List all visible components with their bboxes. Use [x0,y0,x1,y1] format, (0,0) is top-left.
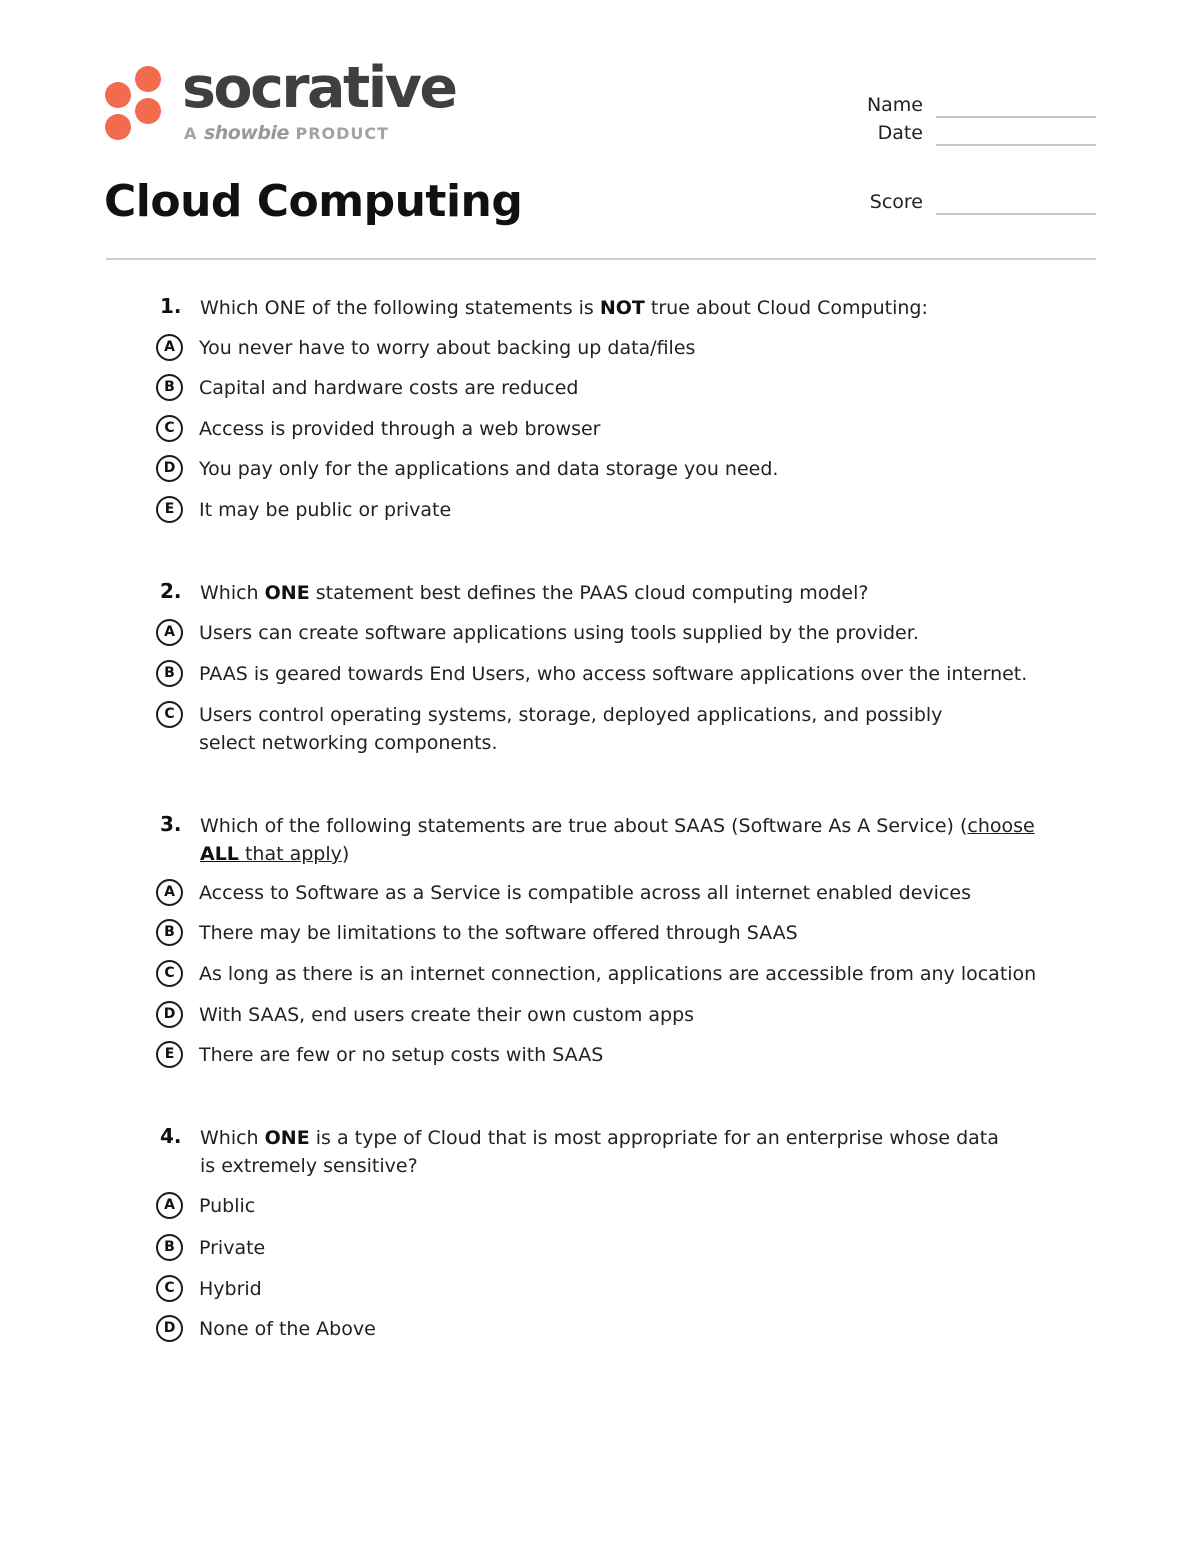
question-text [200,812,1070,868]
option-text: Private [199,1237,266,1259]
option-text: You pay only for the applications and data storage you need. [199,458,779,480]
q-text-post: true about Cloud Computing: [644,297,928,319]
answer-bubble[interactable]: B [156,1234,183,1261]
name-line[interactable] [936,116,1096,118]
option-text: There may be limitations to the software offered through SAAS [199,922,798,944]
logo-tagline [184,122,389,144]
q-text-bold: NOT [599,297,645,319]
option-text: Hybrid [199,1278,262,1300]
q3-option-c[interactable] [0,960,1200,990]
q-text-underline-2: that apply [238,843,342,865]
q3-option-e[interactable] [0,1041,1200,1071]
option-text: It may be public or private [199,499,452,521]
q-text-pre: Which [200,1127,265,1149]
q4-option-b[interactable] [0,1234,1200,1264]
q-text-underline-bold: ALL [200,843,239,865]
question-number: 2. [160,579,182,603]
answer-bubble[interactable]: C [156,1275,183,1302]
q1-option-a[interactable] [0,334,1200,364]
q2-option-b[interactable] [0,660,1200,690]
option-text: PAAS is geared towards End Users, who access software applications over the internet. [199,663,1028,685]
q-text-pre: Which ONE of the following statements is [200,297,600,319]
q4-option-c[interactable] [0,1275,1200,1305]
answer-bubble[interactable]: C [156,415,183,442]
question-text [200,294,1070,322]
option-text: You never have to worry about backing up data/files [199,337,696,359]
question-number: 3. [160,812,182,836]
logo-tag-prefix: A [184,124,198,143]
option-text: As long as there is an internet connection, applications are accessible from any location [199,963,1037,985]
score-label: Score [869,191,923,213]
question-text [200,579,1070,607]
question-number: 1. [160,294,182,318]
logo-tag-suffix: PRODUCT [295,124,390,143]
score-line[interactable] [936,213,1096,215]
answer-bubble[interactable]: D [156,1001,183,1028]
q3-option-b[interactable] [0,919,1200,949]
option-text: Access is provided through a web browser [199,418,601,440]
date-field[interactable] [800,122,1096,150]
answer-bubble[interactable]: A [156,619,183,646]
question-text [200,1124,1020,1180]
option-text: None of the Above [199,1318,376,1340]
answer-bubble[interactable]: D [156,1315,183,1342]
answer-bubble[interactable]: B [156,660,183,687]
answer-bubble[interactable]: D [156,455,183,482]
score-field[interactable] [800,191,1096,219]
answer-bubble[interactable]: C [156,960,183,987]
logo-tag-brand: showbie [203,122,289,144]
logo-wordmark: socrative [182,55,456,121]
option-text: Public [199,1195,256,1217]
q4-option-d[interactable] [0,1315,1200,1345]
q1-option-d[interactable] [0,455,1200,485]
q-text-bold: ONE [264,1127,310,1149]
name-label: Name [866,94,923,116]
answer-bubble[interactable]: A [156,1192,183,1219]
name-field[interactable] [800,94,1096,122]
answer-bubble[interactable]: A [156,879,183,906]
q-text-post: is a type of Cloud that is most appropriate for an enterprise whose data is extremely sensitive? [200,1127,999,1177]
date-label: Date [877,122,923,144]
page-title: Cloud Computing [104,176,523,227]
q-text-pre: Which [200,582,265,604]
option-text: Users control operating systems, storage, deployed applications, and possibly select networking components. [199,704,943,754]
q-text-post: statement best defines the PAAS cloud computing model? [309,582,869,604]
option-text: There are few or no setup costs with SAAS [199,1044,604,1066]
q-text-bold: ONE [264,582,310,604]
q3-option-a[interactable] [0,879,1200,909]
q2-option-a[interactable] [0,619,1200,649]
answer-bubble[interactable]: B [156,919,183,946]
q3-option-d[interactable] [0,1001,1200,1031]
q-text-underline-1: choose [967,815,1035,837]
honeycomb-logo-icon [104,64,166,146]
socrative-logo [104,55,464,154]
answer-bubble[interactable]: A [156,334,183,361]
q-text-post: ) [341,843,350,865]
q-text-pre: Which of the following statements are true about SAAS (Software As A Service) ( [200,815,968,837]
q4-option-a[interactable] [0,1192,1200,1222]
header-divider [106,258,1096,260]
option-text: Capital and hardware costs are reduced [199,377,579,399]
question-number: 4. [160,1124,182,1148]
q2-option-c[interactable] [0,701,1200,761]
answer-bubble[interactable]: B [156,374,183,401]
date-line[interactable] [936,144,1096,146]
answer-bubble[interactable]: C [156,701,183,728]
option-text: Users can create software applications using tools supplied by the provider. [199,622,919,644]
answer-bubble[interactable]: E [156,496,183,523]
q1-option-e[interactable] [0,496,1200,526]
q1-option-b[interactable] [0,374,1200,404]
answer-bubble[interactable]: E [156,1041,183,1068]
option-text: Access to Software as a Service is compatible across all internet enabled devices [199,882,971,904]
q1-option-c[interactable] [0,415,1200,445]
option-text: With SAAS, end users create their own custom apps [199,1004,695,1026]
